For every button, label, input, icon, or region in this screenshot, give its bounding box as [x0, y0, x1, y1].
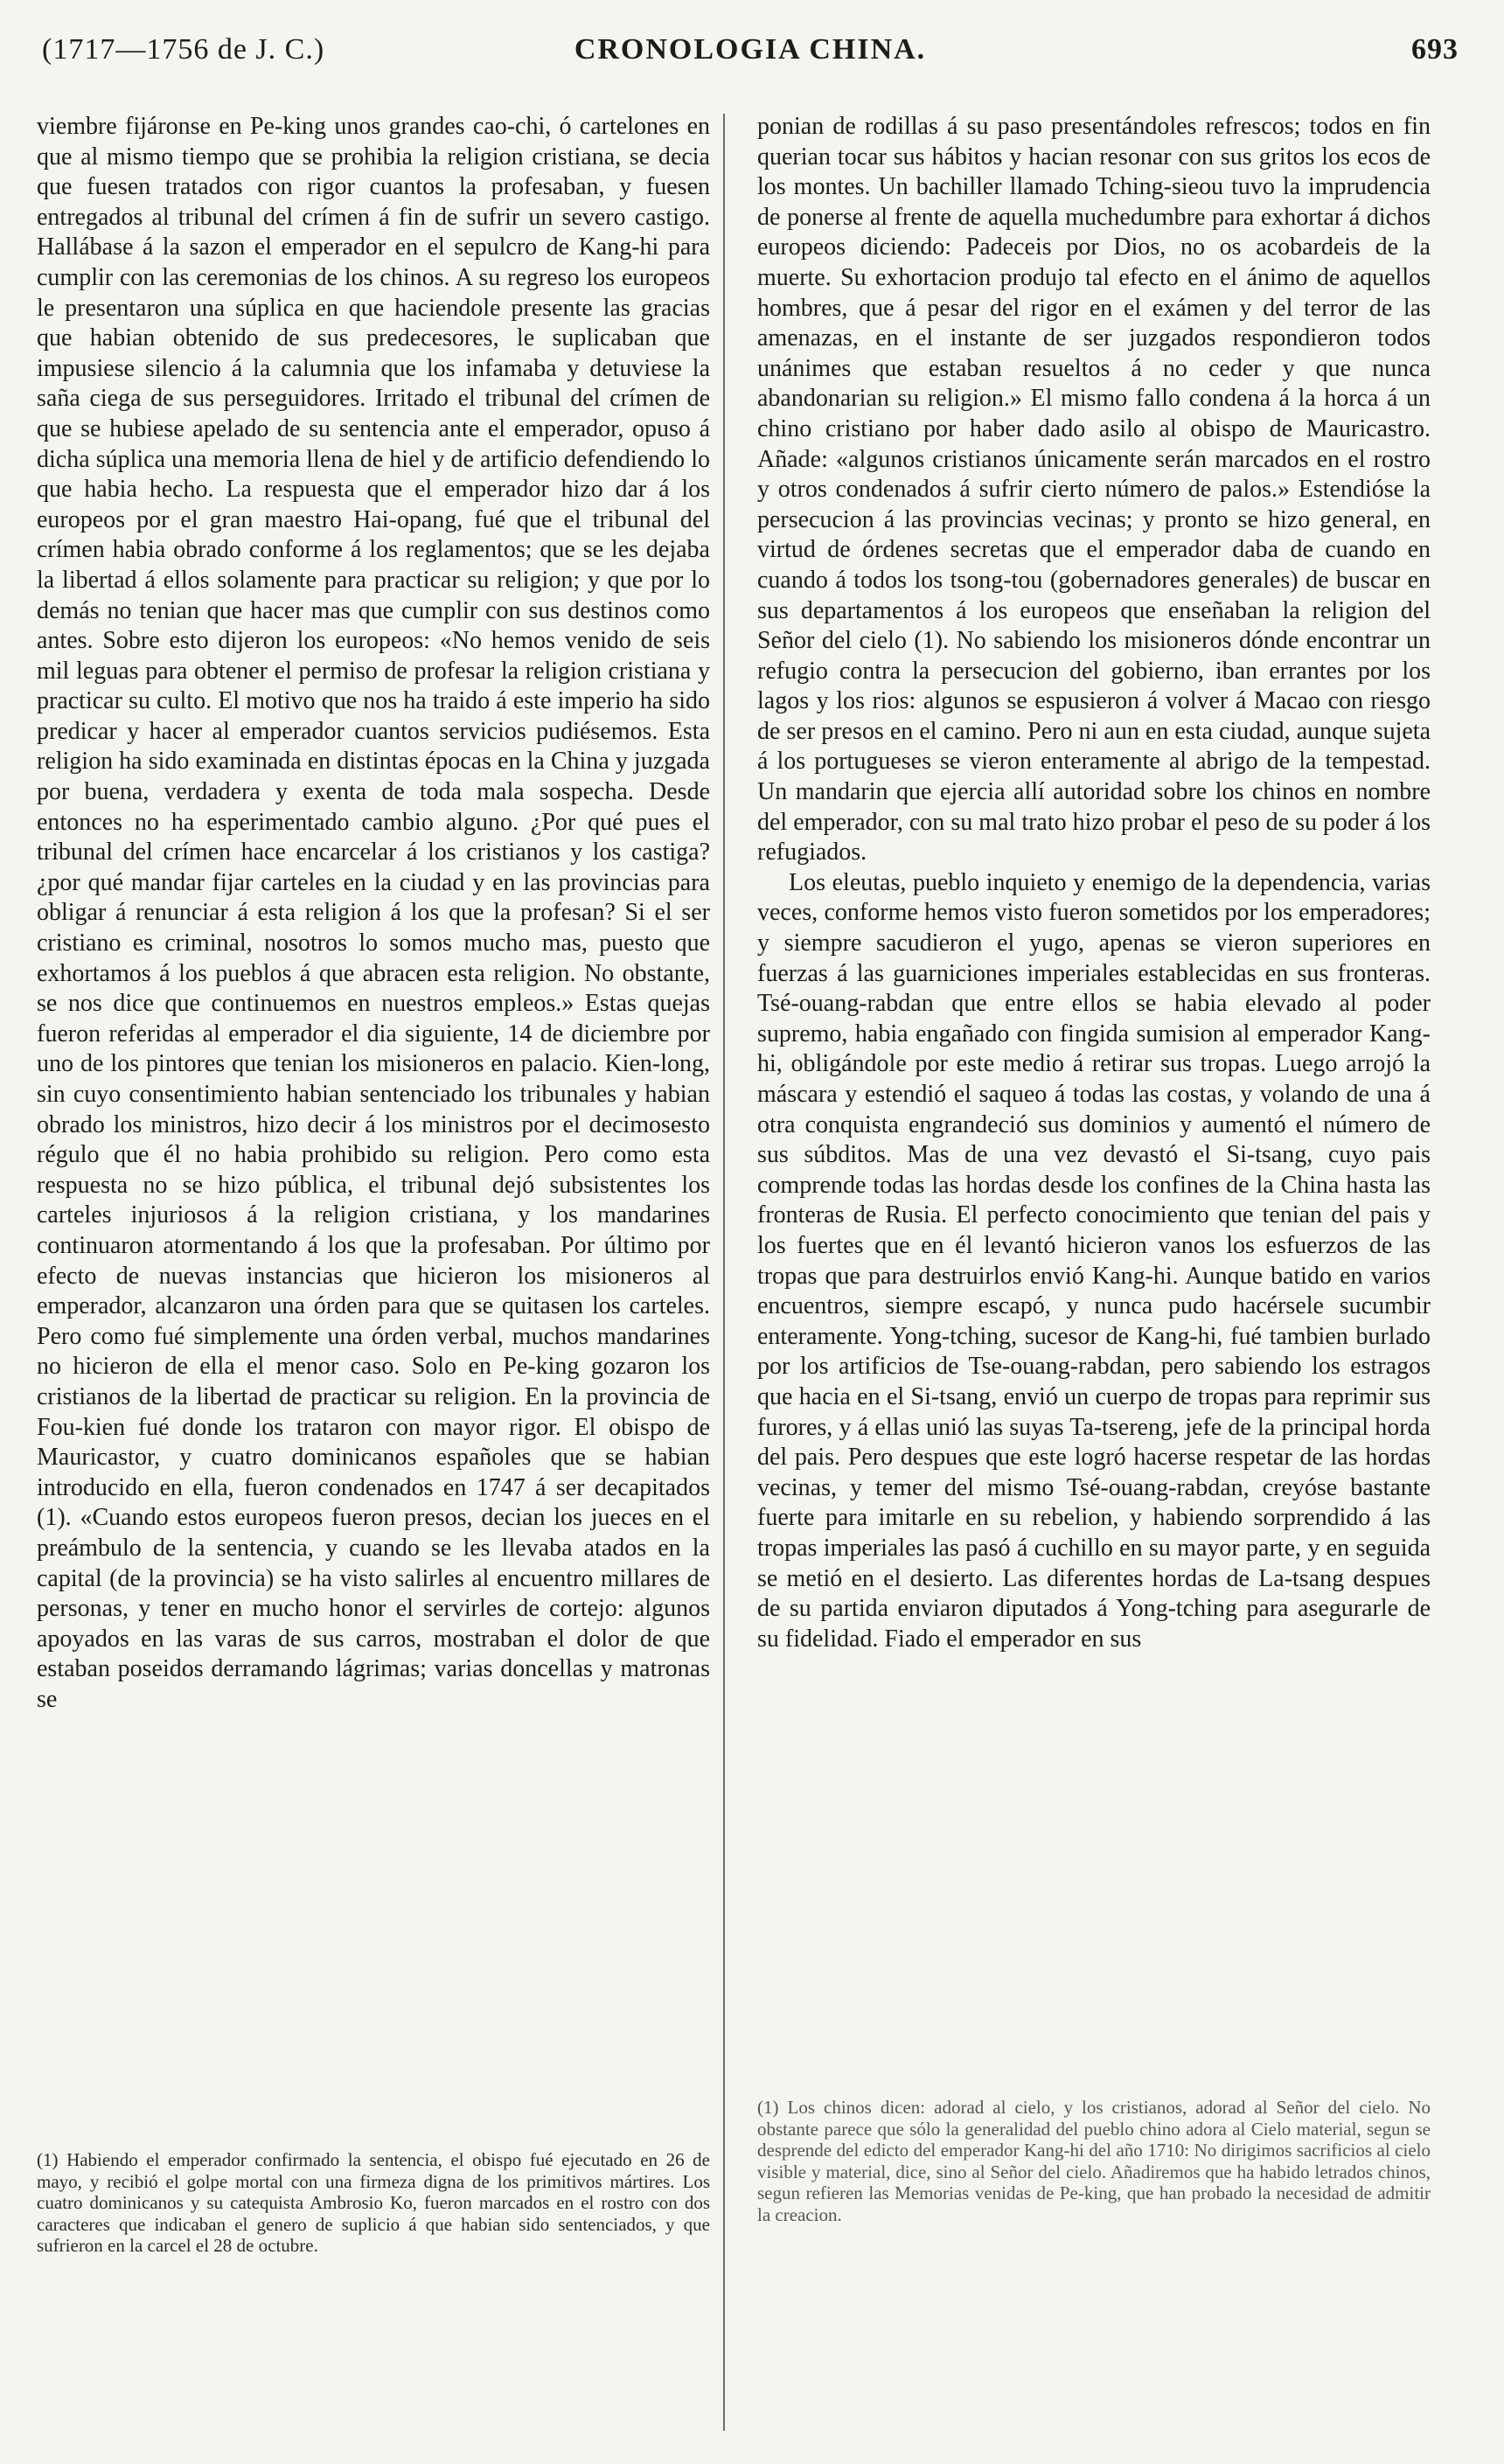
header-years: (1717—1756 de J. C.) [42, 33, 325, 66]
right-column [757, 112, 1437, 1654]
right-paragraph-1: ponian de rodillas á su paso presentándoles refrescos; todos en fin querian tocar sus hábitos y hacian resonar con sus gritos los ecos de los montes. Un bachiller llamado Tching-sieou tuvo la imprudencia de ponerse al frente de aquella muchedumbre para exhortar á dichos europeos diciendo: Padeceis por Dios, no os acobardeis de la muerte. Su exhortacion produjo tal efecto en el ánimo de aquellos hombres, que á pesar del rigor en el exámen y del terror de las amenazas, en el instante de ser juzgados respondieron todos unánimes que estaban resueltos á no ceder y que nunca abandonarian su religion.» El mismo fallo condena á la horca á un chino cristiano por haber dado asilo al obispo de Mauricastro. Añade: «algunos cristianos únicamente serán marcados en el rostro y otros condenados á sufrir cierto número de palos.» Estendióse la persecucion á las provincias vecinas; y pronto se hizo general, en virtud de órdenes secretas que el emperador daba de cuando en cuando á todos los tsong-tou (gobernadores generales) de buscar en sus departamentos á los europeos que enseñaban la religion del Señor del cielo (1). No sabiendo los misioneros dónde encontrar un refugio contra la persecucion del gobierno, iban errantes por los lagos y los rios: algunos se espusieron á volver á Macao con riesgo de ser presos en el camino. Pero ni aun en esta ciudad, aunque sujeta á los portugueses se vieron enteramente al abrigo de la tempestad. Un mandarin que ejercia allí autoridad sobre los chinos en nombre del emperador, con su mal trato hizo probar el peso de su poder á los refugiados. [757, 113, 1437, 867]
right-paragraph-2: Los eleutas, pueblo inquieto y enemigo de la dependencia, varias veces, conforme hemos visto fueron sometidos por los emperadores; y siempre sacudieron el yugo, apenas se vieron superiores en fuerzas á las guarniciones imperiales establecidas en sus fronteras. Tsé-ouang-rabdan que entre ellos se habia elevado al poder supremo, habia engañado con fingida sumision al emperador Kang-hi, obligándole por este medio á retirar sus tropas. Luego arrojó la máscara y estendió el saqueo á todas las costas, y volando de una á otra conquista engrandeció sus dominios y aumentó el número de sus súbditos. Mas de una vez devastó el Si-tsang, cuyo pais comprende todas las hordas desde los confines de la China hasta las fronteras de Rusia. El perfecto conocimiento que tenian del pais y los fuertes que en él levantó hicieron vanos los esfuerzos de las tropas que para destruirlos envió Kang-hi. Aunque batido en varios encuentros, siempre escapó, y nunca pudo hacérsele sucumbir enteramente. Yong-tching, sucesor de Kang-hi, fué tambien burlado por los artificios de Tse-ouang-rabdan, pero sabiendo los estragos que hacia en el Si-tsang, envió un cuerpo de tropas para reprimir sus furores, y á ellas unió las suyas Ta-tsereng, jefe de la principal horda del pais. Pero despues que este logró hacerse respetar de las hordas vecinas, y temer del mismo Tsé-ouang-rabdan, creyóse bastante fuerte para imitarle en su rebelion, y habiendo sorprendido á las tropas imperiales las pasó á cuchillo en su mayor parte, y en seguida se metió en el desierto. Las diferentes hordas de La-tsang despues de su partida enviaron diputados á Yong-tching para asegurarle de su fidelidad. Fiado el emperador en sus [757, 868, 1437, 1653]
page-header [42, 33, 1459, 86]
column-divider [723, 114, 725, 2431]
page-number: 693 [1411, 33, 1459, 66]
right-footnote: (1) Los chinos dicen: adorad al cielo, y los cristianos, adorad al Señor del cielo. No obstante parece que sólo la generalidad del pueblo chino adora al Cielo material, segun se desprende del edicto del emperador Kang-hi del año 1710: No dirigimos sacrificios al cielo visible y material, dice, sino al Señor del cielo. Añadiremos que ha habido letrados chinos, segun refieren las Memorias venidas de Pe-king, que han probado la necesidad de admitir la creacion. [757, 2097, 1431, 2225]
left-column [37, 112, 716, 1715]
left-footnote: (1) Habiendo el emperador confirmado la sentencia, el obispo fué ejecutado en 26 de mayo, y recibió el golpe mortal con una firmeza digna de los primitivos mártires. Los cuatro dominicanos y su catequista Ambrosio Ko, fueron marcados en el rostro con dos caracteres que indicaban el genero de suplicio á que habian sido sentenciados, y que sufrieron en la carcel el 28 de octubre. [37, 2149, 710, 2256]
header-title: CRONOLOGIA CHINA. [574, 33, 927, 66]
left-paragraph-1: viembre fijáronse en Pe-king unos grandes cao-chi, ó cartelones en que al mismo tiempo que se prohibia la religion cristiana, se decia que fuesen tratados con rigor cuantos la profesaban, y fuesen entregados al tribunal del crímen á fin de sufrir un severo castigo. Hallábase á la sazon el emperador en el sepulcro de Kang-hi para cumplir con las ceremonias de los chinos. A su regreso los europeos le presentaron una súplica en que haciendole presente las gracias que habian obtenido de sus predecesores, le suplicaban que impusiese silencio á la calumnia que los infamaba y detuviese la saña ciega de sus perseguidores. Irritado el tribunal del crímen de que se hubiese apelado de su sentencia ante el emperador, opuso á dicha súplica una memoria llena de hiel y de artificio defendiendo lo que habia hecho. La respuesta que el emperador hizo dar á los europeos por el gran maestro Hai-opang, fué que el tribunal del crímen habia obrado conforme á los reglamentos; que se les dejaba la libertad á ellos solamente para practicar su religion; y que por lo demás no tenian que hacer mas que cumplir con sus destinos como antes. Sobre esto dijeron los europeos: «No hemos venido de seis mil leguas para obtener el permiso de profesar la religion cristiana y practicar su culto. El motivo que nos ha traido á este imperio ha sido predicar y hacer al emperador cuantos servicios pudiésemos. Esta religion ha sido examinada en distintas épocas en la China y juzgada por buena, verdadera y exenta de toda mala sospecha. Desde entonces no ha esperimentado cambio alguno. ¿Por qué pues el tribunal del crímen hace encarcelar á los cristianos y los castiga? ¿por qué mandar fijar carteles en la ciudad y en las provincias para obligar á renunciar á esta religion á los que la profesan? Si el ser cristiano es criminal, nosotros lo somos mucho mas, puesto que exhortamos á los pueblos á que abracen esta religion. No obstante, se nos dice que continuemos en nuestros empleos.» Estas quejas fueron referidas al emperador el dia siguiente, 14 de diciembre por uno de los pintores que tenian los misioneros en palacio. Kien-long, sin cuyo consentimiento habian sentenciado los tribunales y habian obrado los ministros, hizo decir á los ministros por el decimosesto régulo que él no habia prohibido su religion. Pero como esta respuesta no se hizo pública, el tribunal dejó subsistentes los carteles injuriosos á la religion cristiana, y los mandarines continuaron atormentando á los que la profesaban. Por último por efecto de nuevas instancias que hicieron los misioneros al emperador, alcanzaron una órden para que se quitasen los carteles. Pero como fué simplemente una órden verbal, muchos mandarines no hicieron de ella el menor caso. Solo en Pe-king gozaron los cristianos de la libertad de practicar su religion. En la provincia de Fou-kien fué donde los trataron con mayor rigor. El obispo de Mauricastor, y cuatro dominicanos españoles que se habian introducido en ella, fueron condenados en 1747 á ser decapitados (1). «Cuando estos europeos fueron presos, decian los jueces en el preámbulo de la sentencia, y cuando se les llevaba atados en la capital (de la provincia) se ha visto salirles al encuentro millares de personas, y tener en mucho honor el servirles de cortejo: algunos apoyados en las varas de sus carros, mostraban el dolor de que estaban poseidos derramando lágrimas; varias doncellas y matronas se [37, 113, 716, 1713]
